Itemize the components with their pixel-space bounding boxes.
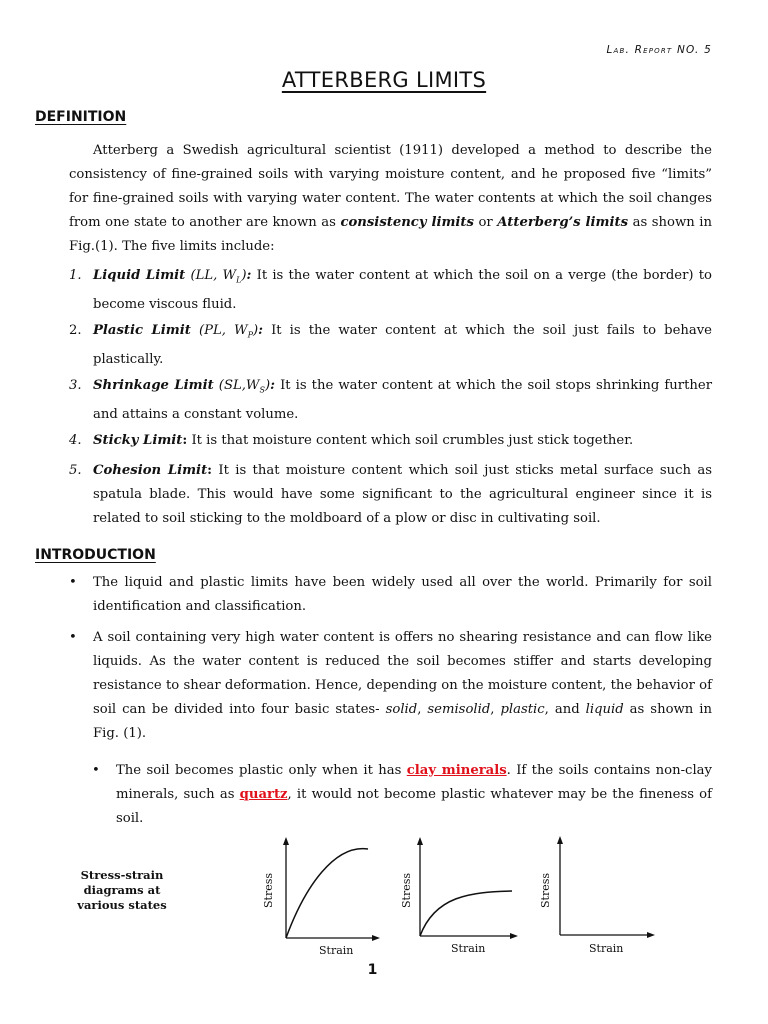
limit-colon: :	[270, 378, 276, 393]
limit-name: Liquid Limit	[93, 268, 186, 283]
state-plastic: plastic	[500, 702, 545, 717]
separator: , and	[544, 702, 586, 717]
list-item	[69, 459, 712, 531]
highlight-quartz: quartz	[239, 787, 288, 802]
limit-abbr-close: )	[252, 323, 259, 338]
bullet-text: A soil containing very high water content is offers no shearing resistance and can flow like liquids. As the water content is reduced the soil becomes stiffer and starts developing resistance to shear deformation. Hence, depending on the moisture content, the behavior of soil can be divided into four basic states-	[93, 630, 712, 717]
item-number: 5.	[69, 463, 82, 478]
bullet-text: The soil becomes plastic only when it has	[116, 763, 407, 778]
bullet-text-end: , it would not become plastic whatever may be the fineness of soil.	[116, 787, 712, 826]
stress-strain-graph-2	[400, 837, 518, 955]
x-axis-label: Strain	[319, 944, 354, 956]
item-number: 2.	[69, 323, 82, 338]
x-axis-label: Strain	[451, 942, 486, 955]
limit-abbr-close: )	[264, 378, 271, 393]
bullet-icon: •	[69, 630, 77, 645]
document-title: ATTERBERG LIMITS	[281, 68, 487, 92]
definition-text-or: or	[473, 215, 498, 230]
introduction-heading: INTRODUCTION	[35, 547, 156, 563]
list-item	[69, 571, 712, 619]
list-item	[69, 374, 712, 427]
bullet-text-end: as shown in Fig. (1).	[93, 702, 712, 741]
limit-name: Plastic Limit	[93, 323, 191, 338]
limit-name: Shrinkage Limit	[93, 378, 214, 393]
limit-description: It is the water content at which the soil just fails to behave plastically.	[93, 323, 712, 367]
state-liquid: liquid	[585, 702, 624, 717]
limit-name: Cohesion Limit	[93, 463, 208, 478]
definition-text-end: as shown in Fig.(1). The five limits include:	[69, 215, 712, 254]
limit-description: It is that moisture content which soil crumbles just stick together.	[187, 433, 634, 448]
term-atterbergs-limits: Atterberg’s limits	[497, 215, 629, 230]
definition-text: Atterberg a Swedish agricultural scientist (1911) developed a method to describe the consistency of fine-grained soils with varying moisture content, and he proposed five “limits” for fine-grained soils with varying water content. The water contents at which the soil changes from one state to another are known as	[69, 143, 712, 230]
definition-paragraph	[69, 139, 712, 259]
stress-strain-graph-1	[262, 837, 380, 956]
limit-abbr-close: )	[241, 268, 247, 283]
list-item	[69, 319, 712, 372]
list-item	[69, 429, 712, 453]
figure-caption: Stress-strain diagrams at various states	[77, 868, 167, 912]
item-number: 3.	[69, 378, 82, 393]
limit-colon: :	[182, 433, 188, 448]
limit-colon: :	[246, 268, 252, 283]
separator: ,	[417, 702, 428, 717]
limit-colon: :	[258, 323, 263, 338]
stress-strain-figure	[0, 836, 768, 956]
item-number: 4.	[69, 433, 82, 448]
limit-abbr-sub: P	[247, 330, 253, 340]
limit-description: It is the water content at which the soil on a verge (the border) to become viscous fluid.	[93, 268, 712, 312]
limit-abbr: (LL, W	[185, 268, 237, 283]
limit-description: It is the water content at which the soil stops shrinking further and attains a constant volume.	[93, 378, 713, 422]
highlight-clay-minerals: clay minerals	[406, 763, 507, 778]
term-consistency-limits: consistency limits	[340, 215, 474, 230]
bullet-text: The liquid and plastic limits have been widely used all over the world. Primarily for soil identification and classification.	[93, 575, 712, 614]
bullet-icon: •	[69, 575, 77, 590]
limit-name: Sticky Limit	[93, 433, 183, 448]
report-label: Lab. Report NO. 5	[606, 44, 712, 56]
stress-strain-graph-3	[539, 836, 655, 955]
separator: ,	[490, 702, 501, 717]
limit-abbr-sub: L	[236, 275, 242, 285]
limit-abbr: (SL,W	[213, 378, 260, 393]
list-item	[92, 759, 712, 831]
x-axis-label: Strain	[589, 942, 624, 955]
limit-description: It is that moisture content which soil just sticks metal surface such as spatula blade. This would have some significant to the agricultural engineer since it is related to soil sticking to the moldboard of a plow or disc in cultivating soil.	[93, 463, 712, 526]
definition-heading: DEFINITION	[35, 109, 127, 125]
list-item	[69, 264, 712, 317]
y-axis-label: Stress	[262, 872, 275, 908]
state-solid: solid	[385, 702, 418, 717]
limit-abbr: (PL, W	[190, 323, 248, 338]
item-number: 1.	[69, 268, 82, 283]
page-number: 1	[367, 962, 378, 978]
y-axis-label: Stress	[539, 872, 552, 908]
limit-abbr-sub: S	[259, 385, 265, 395]
state-semisolid: semisolid	[427, 702, 491, 717]
list-item	[69, 626, 712, 746]
bullet-text-mid: . If the soils contains non-clay minerals, such as	[116, 763, 712, 802]
y-axis-label: Stress	[400, 872, 413, 908]
limit-colon: :	[207, 463, 213, 478]
bullet-icon: •	[92, 763, 100, 778]
